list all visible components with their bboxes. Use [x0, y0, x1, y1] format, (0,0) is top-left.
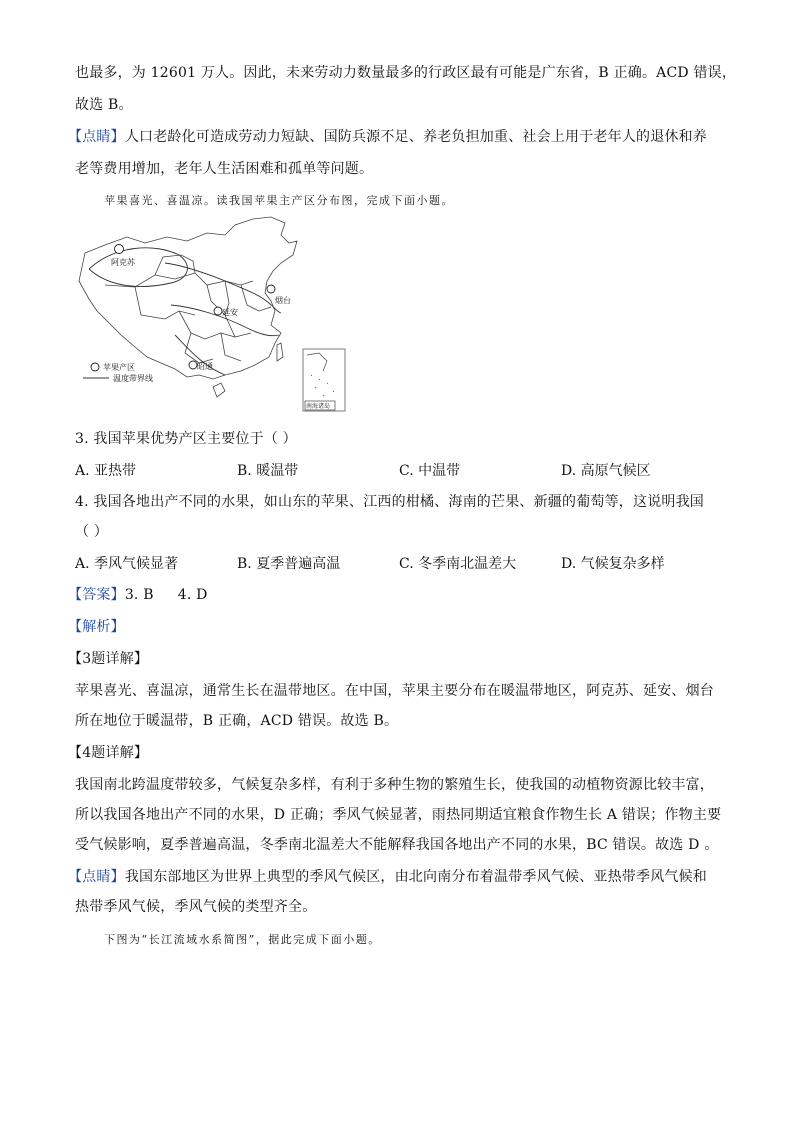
question-3-stem: 3. 我国苹果优势产区主要位于（ ）: [75, 431, 297, 447]
q3-option-d: D. 高原气候区: [561, 463, 651, 479]
detail-3-text: 苹果喜光、喜温凉，通常生长在温带地区。在中国，苹果主要分布在暖温带地区，阿克苏、延安、烟台: [75, 683, 714, 699]
hainan-island: [213, 383, 225, 397]
detail-4-text: 受气候影响，夏季普遍高温，冬季南北温差大不能解释我国各地出产不同的水果，BC 错误。故选 D 。: [75, 837, 719, 853]
detail-3-tag: 【3题详解】: [68, 651, 149, 667]
apple-area-zhaotong: [189, 361, 197, 369]
q4-option-c: C. 冬季南北温差大: [399, 556, 517, 572]
south-china-sea-inset: [303, 349, 345, 411]
map-label-akesu: 阿克苏: [111, 258, 135, 267]
answer-text-line: 也最多，为 12601 万人。因此，未来劳动力数量最多的行政区最有可能是广东省，B 正确。ACD 错误，: [75, 65, 737, 81]
answer-text-line: 故选 B。: [75, 97, 133, 113]
taiwan-island: [277, 343, 283, 361]
tip-text-line: 热带季风气候，季风气候的类型齐全。: [75, 899, 317, 915]
answer-line: [68, 584, 208, 604]
detail-4-text: 我国南北跨温度带较多，气候复杂多样，有利于多种生物的繁殖生长，使我国的动植物资源比较丰富，: [75, 777, 714, 793]
temperature-boundary: [165, 263, 281, 313]
question-intro: 下图为“长江流域水系简图”，据此完成下面小题。: [104, 933, 381, 946]
tip-tag: 【点睛】: [68, 869, 125, 885]
apple-producing-area-map: [75, 215, 375, 415]
q3-option-b: B. 暖温带: [237, 463, 299, 479]
detail-4-tag: 【4题详解】: [68, 745, 149, 761]
tip-text: 我国东部地区为世界上典型的季风气候区，由北向南分布着温带季风气候、亚热带季风气候和: [124, 869, 708, 885]
q3-option-a: A. 亚热带: [75, 463, 137, 479]
answer-3: 3. B: [124, 587, 154, 603]
apple-area-akesu: [115, 245, 124, 254]
analysis-tag: 【解析】: [68, 619, 125, 635]
question-4-stem: 4. 我国各地出产不同的水果，如山东的苹果、江西的柑橘、海南的芒果、新疆的葡萄等，这说明我国: [75, 494, 705, 510]
tip-text: 人口老龄化可造成劳动力短缺、国防兵源不足、养老负担加重、社会上用于老年人的退休和养: [124, 129, 708, 145]
map-label-yantai: 烟台: [275, 296, 291, 305]
apple-area-yantai: [267, 285, 275, 293]
question-4-stem-cont: （ ）: [75, 524, 109, 540]
map-label-yanan: 延安: [222, 308, 238, 317]
q4-option-d: D. 气候复杂多样: [561, 556, 665, 572]
inset-label-nanhai: 南海诸岛: [306, 404, 331, 410]
detail-3-text: 所在地位于暖温带，B 正确，ACD 错误。故选 B。: [75, 713, 399, 729]
legend-label-apple-area: 苹果产区: [103, 363, 135, 372]
tip-paragraph: [68, 866, 707, 886]
q3-option-c: C. 中温带: [399, 463, 461, 479]
temperature-boundary: [89, 248, 187, 287]
question-intro: 苹果喜光、喜温凉。读我国苹果主产区分布图，完成下面小题。: [104, 194, 454, 207]
legend-label-boundary: 温度带界线: [113, 374, 153, 383]
tip-paragraph: [68, 126, 707, 146]
answer-tag: 【答案】: [68, 587, 125, 603]
q4-option-a: A. 季风气候显著: [75, 556, 179, 572]
detail-4-text: 所以我国各地出产不同的水果，D 正确；季风气候显著，雨热同期适宜粮食作物生长 A 错误；作物主要: [75, 807, 722, 823]
q4-option-b: B. 夏季普遍高温: [237, 556, 341, 572]
tip-tag: 【点睛】: [68, 129, 125, 145]
apple-area-yanan: [214, 307, 222, 315]
tip-text-line: 老等费用增加，老年人生活困难和孤单等问题。: [75, 161, 374, 177]
map-label-zhaotong: 昭通: [197, 362, 213, 371]
answer-4: 4. D: [177, 587, 208, 603]
legend-apple-area-symbol: [91, 363, 99, 371]
